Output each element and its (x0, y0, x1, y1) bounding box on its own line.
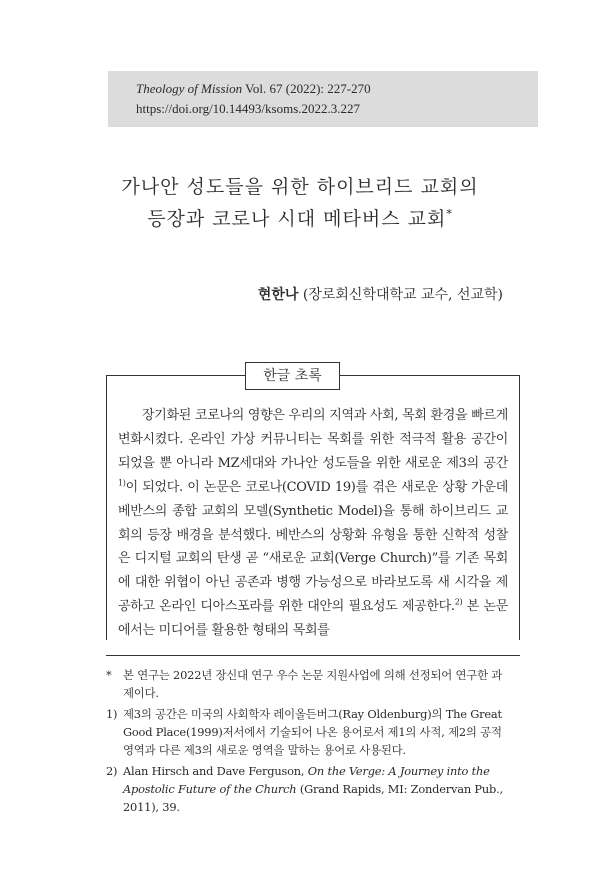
volume-pages: Vol. 67 (2022): 227-270 (242, 81, 371, 96)
footnote-2-publication: (Grand Rapids, MI: Zondervan Pub., 2011), 39. (123, 782, 503, 814)
footnote-2-book-title: On the Verge: A Journey into the Apostolic Future of the Church (123, 764, 490, 796)
footnote-star-mark: * (106, 668, 112, 682)
citation-box (108, 71, 538, 127)
abstract-label: 한글 초록 (245, 362, 340, 390)
author-affiliation: (장로회신학대학교 교수, 선교학) (298, 287, 503, 303)
journal-name: Theology of Mission (136, 81, 243, 96)
author-name: 현한나 (257, 287, 299, 303)
abstract-text-3: 본 논문에서는 미디어를 활용한 형태의 목회를 (118, 599, 508, 639)
footnote-2 (106, 762, 506, 816)
doi-link[interactable]: https://doi.org/10.14493/ksoms.2022.3.227 (136, 101, 361, 116)
footnotes (106, 666, 506, 819)
footnote-1 (106, 705, 506, 759)
footnote-star (106, 666, 506, 702)
title-line-2-text: 등장과 코로나 시대 메타버스 교회 (147, 208, 447, 230)
footnote-1-text: 제3의 공간은 미국의 사회학자 레이올든버그(Ray Oldenburg)의 The Great Good Place(1999)저서에서 기술되어 나온 용어로서 제1의 사적, 제2의 공적영역과 다른 제3의 새로운 영역을 말하는 용어로 사용된다. (123, 707, 502, 757)
title-footnote-mark[interactable]: * (446, 207, 453, 221)
footnote-2-authors: Alan Hirsch and Dave Ferguson, (123, 764, 308, 778)
abstract-text (118, 404, 508, 643)
abstract-text-1: 장기화된 코로나의 영향은 우리의 지역과 사회, 목회 환경을 빠르게 변화시켰다. 온라인 가상 커뮤니티는 목회를 위한 적극적 활용 공간이 되었을 뿐 아니라 MZ세대와 가나안 성도들을 위한 새로운 제3의 공간 (118, 408, 508, 471)
footnote-star-text: 본 연구는 2022년 장신대 연구 우수 논문 지원사업에 의해 선정되어 연구한 과제이다. (123, 668, 503, 700)
title-line-1: 가나안 성도들을 위한 하이브리드 교회의 (121, 176, 479, 198)
footnote-divider (106, 655, 520, 656)
footnote-1-mark: 1) (106, 707, 118, 721)
title-line-2 (80, 204, 520, 231)
abstract-text-2: 이 되었다. 이 논문은 코로나(COVID 19)를 겪은 새로운 상황 가운데 베반스의 종합 교회의 모델(Synthetic Model)을 통해 하이브리드 교회의 등장 배경을 분석했다. 베반스의 상황화 유형을 통한 신학적 성찰은 디지털 교회의 탄생 곧 “새로운 교회(Verge Church)”를 기존 목회에 대한 위협이 아닌 공존과 병행 가능성으로 바라보도록 새 시각을 제공하고 온라인 디아스포라를 위한 대안의 필요성도 제공한다. (118, 479, 508, 615)
author-line (258, 284, 503, 304)
footnote-ref-1[interactable]: 1) (118, 478, 126, 488)
footnote-ref-2[interactable]: 2) (454, 597, 463, 607)
citation-line (136, 79, 538, 99)
footnote-2-mark: 2) (106, 764, 118, 778)
